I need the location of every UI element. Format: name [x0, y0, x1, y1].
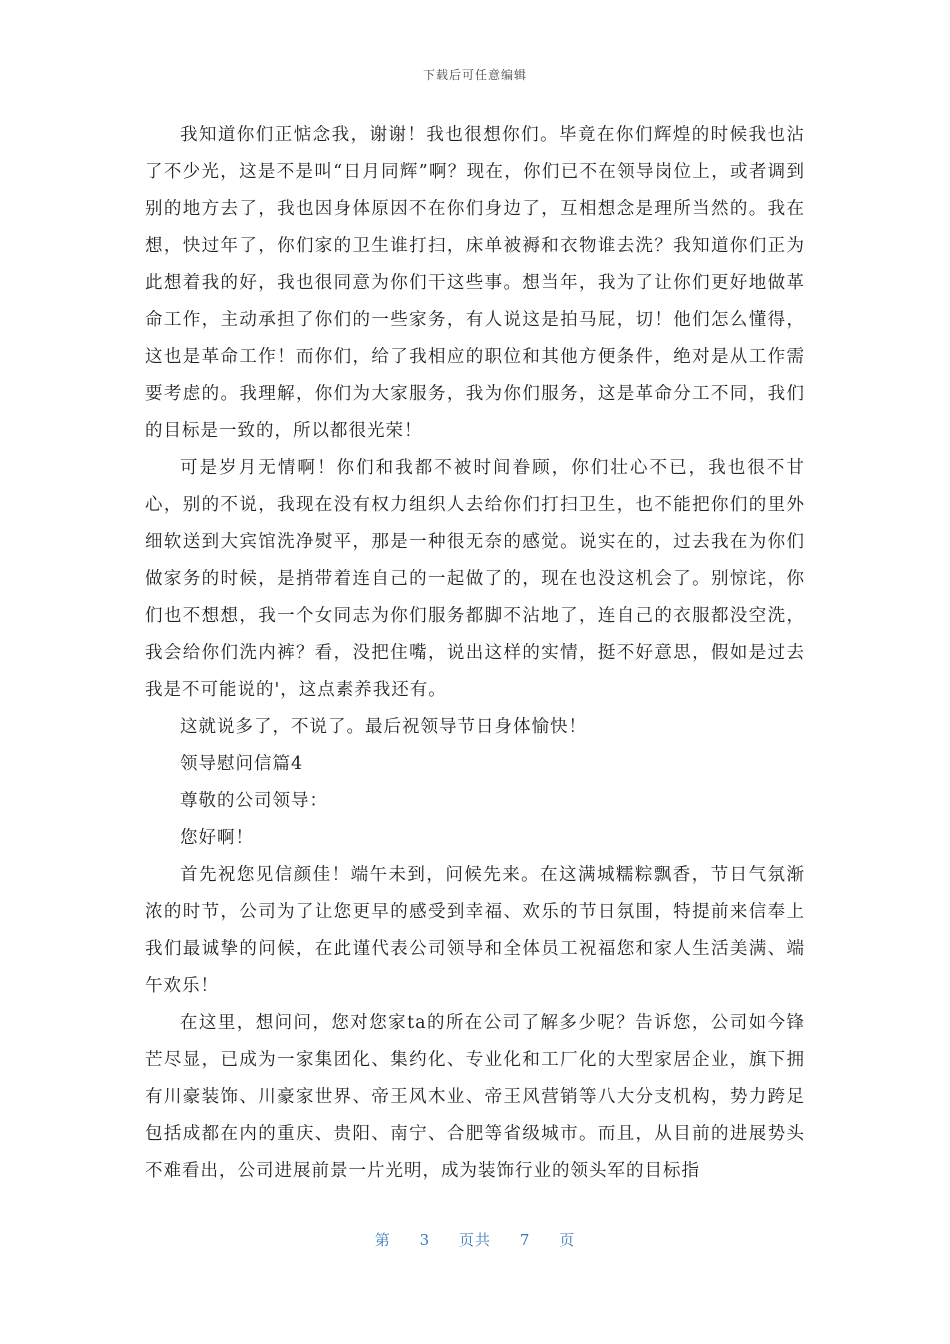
footer-middle: 页共: [458, 1231, 491, 1249]
paragraph: 在这里，想问问，您对您家ta的所在公司了解多少呢？告诉您，公司如今锋芒尽显，已成为一家集团化、集约化、专业化和工厂化的大型家居企业，旗下拥有川豪装饰、川豪家世界、帝王风木业、帝王风营销等八大分支机构，势力跨足包括成都在内的重庆、贵阳、南宁、合肥等省级城市。而且，从目前的进展势头不难看出，公司进展前景一片光明，成为装饰行业的领头军的目标指: [145, 1013, 805, 1181]
page-footer: [0, 1229, 950, 1250]
greeting: 您好啊！: [180, 828, 254, 848]
footer-suffix: 页: [559, 1231, 576, 1249]
paragraph: 我知道你们正惦念我，谢谢！我也很想你们。毕竟在你们辉煌的时候我也沾了不少光，这是不是叫“日月同辉”啊？现在，你们已不在领导岗位上，或者调到别的地方去了，我也因身体原因不在你们身边了，互相想念是理所当然的。我在想，快过年了，你们家的卫生谁打扫，床单被褥和衣物谁去洗？我知道你们正为此想着我的好，我也很同意为你们干这些事。想当年，我为了让你们更好地做革命工作，主动承担了你们的一些家务，有人说这是拍马屁，切！他们怎么懂得，这也是革命工作！而你们，给了我相应的职位和其他方便条件，绝对是从工作需要考虑的。我理解，你们为大家服务，我为你们服务，这是革命分工不同，我们的目标是一致的，所以都很光荣！: [145, 125, 805, 441]
footer-prefix: 第: [374, 1231, 391, 1249]
footer-current-page: 3: [419, 1231, 431, 1249]
page-header-note: 下载后可任意编辑: [422, 68, 527, 82]
section-heading: 领导慰问信篇4: [180, 754, 304, 774]
paragraph: 首先祝您见信颜佳！端午未到，问候先来。在这满城糯粽飘香，节日气氛渐浓的时节，公司为了让您更早的感受到幸福、欢乐的节日氛围，特提前来信奉上我们最诚挚的问候，在此谨代表公司领导和全体员工祝福您和家人生活美满、端午欢乐！: [145, 865, 805, 996]
footer-total-pages: 7: [519, 1231, 531, 1249]
paragraph: 这就说多了，不说了。最后祝领导节日身体愉快！: [180, 717, 587, 737]
paragraph: 可是岁月无情啊！你们和我都不被时间眷顾，你们壮心不已，我也很不甘心，别的不说，我现在没有权力组织人去给你们打扫卫生，也不能把你们的里外细软送到大宾馆洗净熨平，那是一种很无奈的感觉。说实在的，过去我在为你们做家务的时候，是捎带着连自己的一起做了的，现在也没这机会了。别惊诧，你们也不想想，我一个女同志为你们服务都脚不沾地了，连自己的衣服都没空洗，我会给你们洗内裤？看，没把住嘴，说出这样的实情，挺不好意思，假如是过去我是不可能说的'，这点素养我还有。: [145, 458, 805, 700]
document-body: [145, 117, 805, 1190]
salutation: 尊敬的公司领导：: [180, 791, 328, 811]
